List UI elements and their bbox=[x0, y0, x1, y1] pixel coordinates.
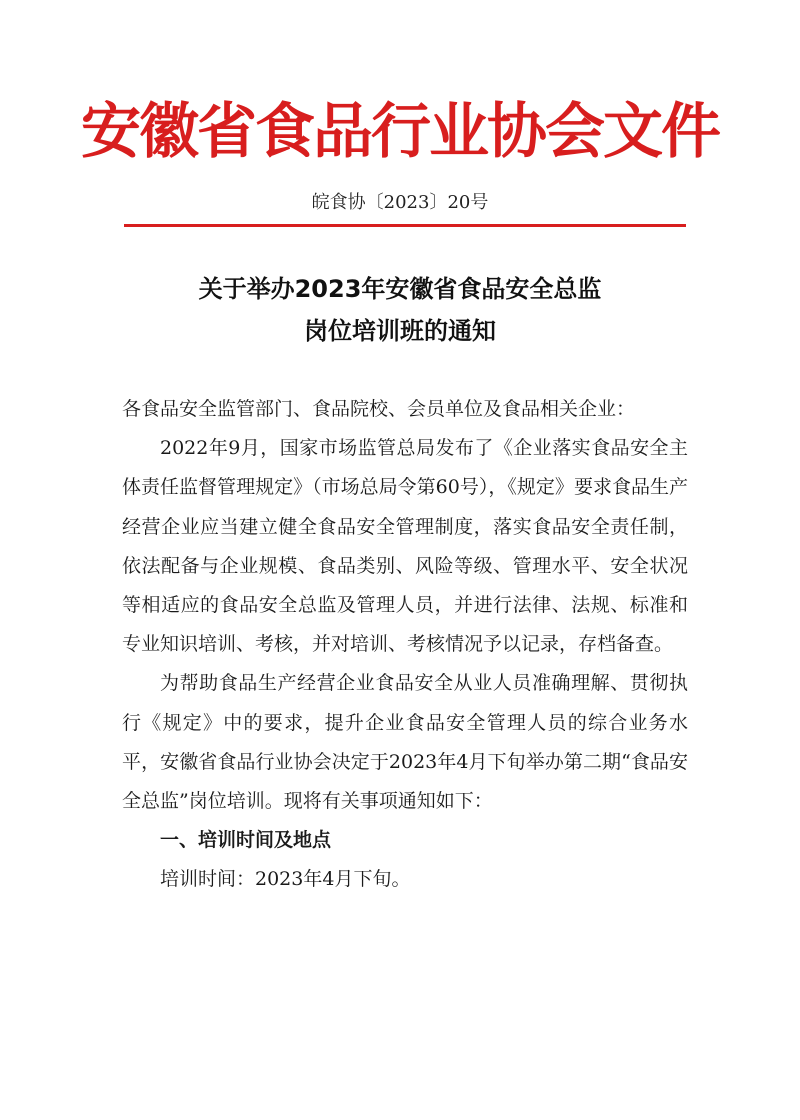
document-header-title: 安徽省食品行业协会文件 bbox=[81, 97, 719, 167]
body-paragraph-1: 2022年9月，国家市场监管总局发布了《企业落实食品安全主体责任监督管理规定》（市场总局令第60号），《规定》要求食品生产经营企业应当建立健全食品安全管理制度，落实食品安全责任制，依法配备与企业规模、食品类别、风险等级、管理水平、安全状况等相适应的食品安全总监及管理人员，并进行法律、法规、标准和专业知识培训、考核，并对培训、考核情况予以记录，存档备查。 bbox=[122, 437, 688, 656]
training-time: 培训时间：2023年4月下旬。 bbox=[160, 868, 411, 891]
salutation: 各食品安全监管部门、食品院校、会员单位及食品相关企业： bbox=[122, 398, 636, 420]
notice-title bbox=[0, 268, 800, 352]
notice-title-line-2: 岗位培训班的通知 bbox=[304, 317, 496, 345]
section-heading-1: 一、培训时间及地点 bbox=[160, 829, 332, 852]
document-number: 皖食协〔2023〕20号 bbox=[311, 192, 489, 213]
red-divider-line bbox=[124, 224, 686, 227]
notice-title-line-1: 关于举办2023年安徽省食品安全总监 bbox=[198, 275, 602, 303]
notice-body bbox=[122, 390, 688, 900]
body-paragraph-2: 为帮助食品生产经营企业食品安全从业人员准确理解、贯彻执行《规定》中的要求，提升企业食品安全管理人员的综合业务水平，安徽省食品行业协会决定于2023年4月下旬举办第二期“食品安全总监”岗位培训。现将有关事项通知如下： bbox=[122, 672, 688, 813]
